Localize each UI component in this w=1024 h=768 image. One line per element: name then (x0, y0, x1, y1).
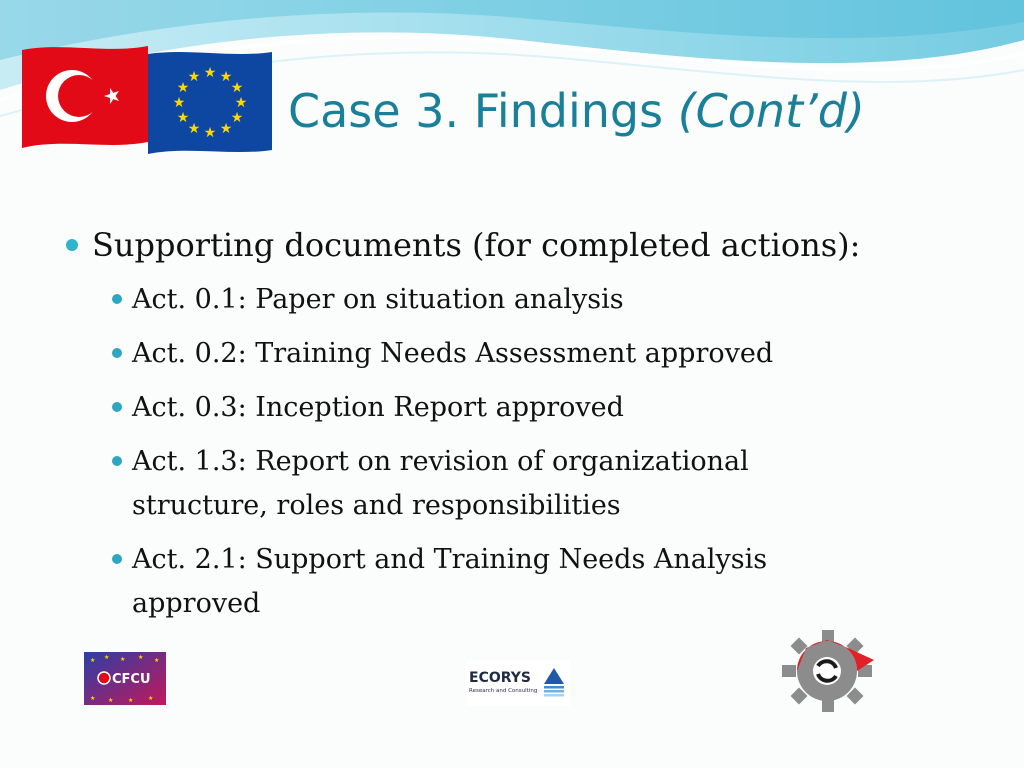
svg-text:★: ★ (90, 657, 96, 664)
cfcu-label: CFCU (112, 672, 151, 687)
title-italic: (Cont’d) (677, 84, 865, 138)
cfcu-logo-icon (84, 652, 166, 705)
ecorys-name: ECORYS (469, 670, 531, 686)
svg-text:★: ★ (120, 656, 126, 663)
bullet-level2 (104, 386, 862, 430)
svg-text:★: ★ (128, 697, 134, 704)
svg-text:★: ★ (176, 80, 190, 96)
gear-logo-icon (778, 630, 876, 712)
bullet-dot-icon (112, 294, 122, 304)
svg-text:★: ★ (234, 95, 248, 111)
svg-text:★: ★ (176, 110, 190, 126)
bullet-text: Act. 0.3: Inception Report approved (132, 392, 624, 423)
bullet-level2 (104, 538, 862, 626)
bullet-dot-icon (112, 554, 122, 564)
svg-text:★: ★ (138, 654, 144, 661)
svg-text:★: ★ (187, 121, 201, 137)
bullet-level1 (64, 222, 964, 268)
bullet-list (64, 222, 964, 626)
svg-text:★: ★ (219, 69, 233, 85)
bullet-text: Act. 0.1: Paper on situation analysis (132, 284, 624, 315)
bullet-dot-icon (112, 348, 122, 358)
bullet-text: Supporting documents (for completed actions): (92, 226, 861, 264)
svg-text:★: ★ (219, 121, 233, 137)
bullet-dot-icon (112, 456, 122, 466)
svg-text:★: ★ (148, 695, 154, 702)
eu-flag-icon (148, 50, 272, 154)
turkey-flag-icon (22, 46, 148, 148)
bullet-level2 (104, 440, 862, 528)
svg-text:★: ★ (172, 95, 186, 111)
svg-text:★: ★ (108, 697, 114, 704)
bullet-dot-icon (112, 402, 122, 412)
svg-text:★: ★ (230, 110, 244, 126)
svg-text:★: ★ (104, 654, 110, 661)
slide-title (288, 84, 865, 138)
title-main: Case 3. Findings (288, 84, 664, 138)
svg-text:★: ★ (203, 125, 217, 141)
svg-text:★: ★ (154, 657, 160, 664)
bullet-level2 (104, 332, 862, 376)
svg-text:★: ★ (90, 695, 96, 702)
ecorys-tagline: Research and Consulting (469, 688, 538, 694)
ecorys-logo-icon (466, 660, 570, 706)
bullet-text: Act. 1.3: Report on revision of organizational structure, roles and responsibilities (132, 446, 749, 521)
svg-text:★: ★ (187, 69, 201, 85)
bullet-text: Act. 0.2: Training Needs Assessment approved (132, 338, 774, 369)
svg-text:★: ★ (230, 80, 244, 96)
bullet-text: Act. 2.1: Support and Training Needs Analysis approved (132, 544, 768, 619)
bullet-level2 (104, 278, 862, 322)
svg-text:★: ★ (203, 65, 217, 81)
bullet-dot-icon (66, 239, 78, 251)
